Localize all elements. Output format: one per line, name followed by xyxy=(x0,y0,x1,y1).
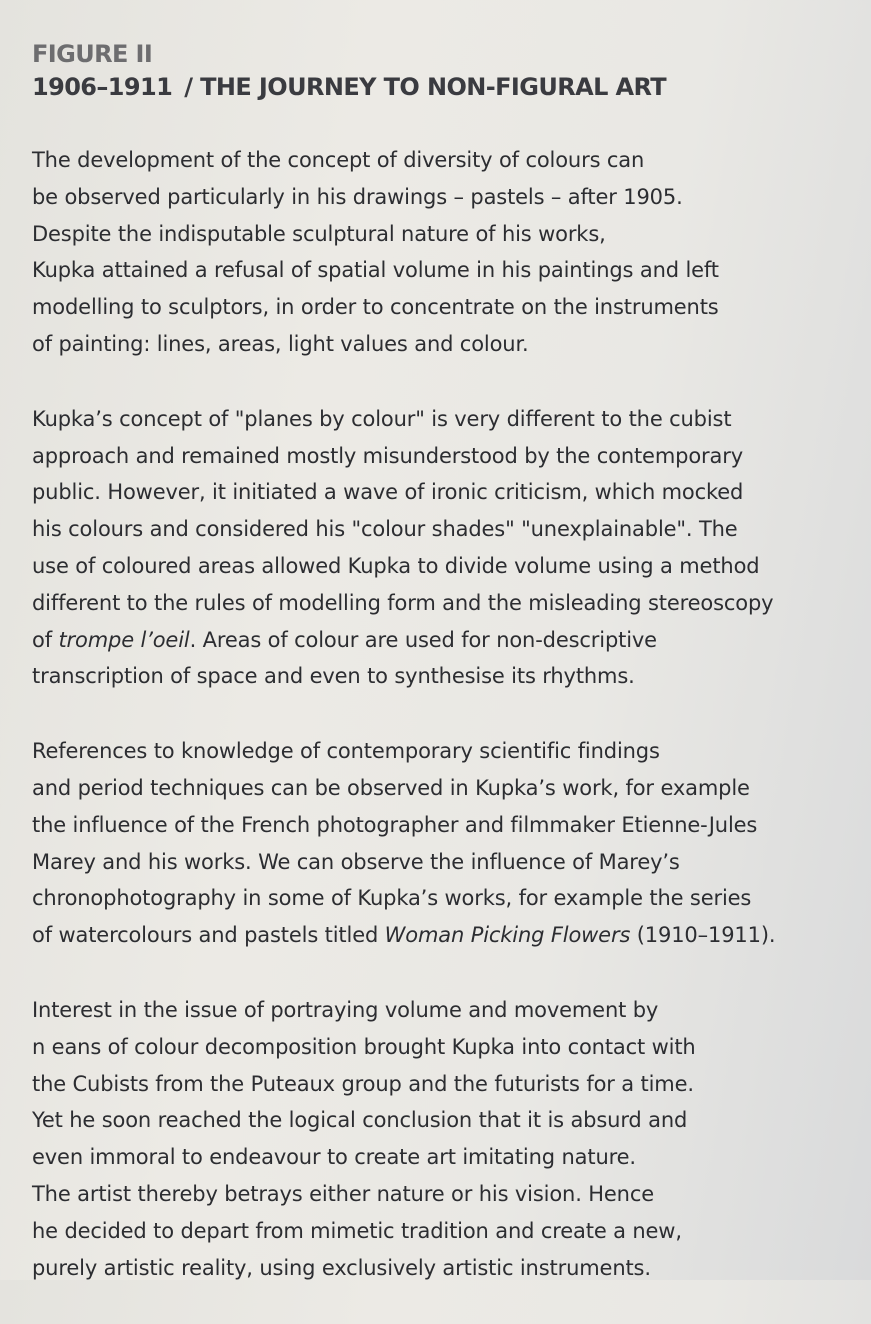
wall-text-panel xyxy=(32,38,851,1324)
text-line: use of coloured areas allowed Kupka to divide volume using a method xyxy=(32,553,760,578)
text-line: he decided to depart from mimetic tradition and create a new, xyxy=(32,1218,682,1243)
text-line: Kupka’s concept of "planes by colour" is very different to the cubist xyxy=(32,406,732,431)
paragraph-3 xyxy=(32,733,851,954)
text-line: purely artistic reality, using exclusively artistic instruments. xyxy=(32,1255,651,1280)
text-line: be observed particularly in his drawings – pastels – after 1905. xyxy=(32,184,683,209)
paragraph-1 xyxy=(32,142,851,363)
text-fragment: of watercolours and pastels titled xyxy=(32,923,385,948)
text-line xyxy=(32,622,851,659)
text-fragment: . Areas of colour are used for non-descriptive xyxy=(189,627,657,652)
text-line: Kupka attained a refusal of spatial volume in his paintings and left xyxy=(32,258,719,283)
text-line: Despite the indisputable sculptural nature of his works, xyxy=(32,221,606,246)
text-line: approach and remained mostly misunderstood by the contemporary xyxy=(32,443,743,468)
text-line: of painting: lines, areas, light values and colour. xyxy=(32,331,529,356)
text-line: even immoral to endeavour to create art imitating nature. xyxy=(32,1145,636,1170)
text-line: n eans of colour decomposition brought Kupka into contact with xyxy=(32,1034,696,1059)
body-text xyxy=(32,142,851,1286)
italic-title: Woman Picking Flowers xyxy=(384,923,631,948)
text-line: the influence of the French photographer and filmmaker Etienne-Jules xyxy=(32,812,758,837)
text-line: the Cubists from the Puteaux group and the futurists for a time. xyxy=(32,1071,694,1096)
italic-title: trompe l’oeil xyxy=(58,627,190,652)
text-line xyxy=(32,917,851,954)
year-range: 1906–1911 xyxy=(32,73,173,101)
text-line: transcription of space and even to synthesise its rhythms. xyxy=(32,664,635,689)
paragraph-2 xyxy=(32,401,851,695)
section-heading xyxy=(32,71,851,104)
text-line: Interest in the issue of portraying volume and movement by xyxy=(32,997,659,1022)
section-title: / THE JOURNEY TO NON-FIGURAL ART xyxy=(184,73,667,101)
text-line: and period techniques can be observed in Kupka’s work, for example xyxy=(32,775,750,800)
text-fragment: of xyxy=(32,627,59,652)
text-line: Marey and his works. We can observe the influence of Marey’s xyxy=(32,849,680,874)
text-line: References to knowledge of contemporary scientific findings xyxy=(32,739,660,764)
text-line: The artist thereby betrays either nature or his vision. Hence xyxy=(32,1181,654,1206)
text-fragment: (1910–1911). xyxy=(630,923,776,948)
text-line: different to the rules of modelling form and the misleading stereoscopy xyxy=(32,590,774,615)
text-line: The development of the concept of diversity of colours can xyxy=(32,148,645,172)
text-line: chronophotography in some of Kupka’s works, for example the series xyxy=(32,886,752,911)
paragraph-4 xyxy=(32,992,851,1286)
figure-label: FIGURE II xyxy=(32,40,153,68)
text-line: Yet he soon reached the logical conclusion that it is absurd and xyxy=(32,1108,688,1133)
text-line: his colours and considered his "colour shades" "unexplainable". The xyxy=(32,517,738,542)
text-line: modelling to sculptors, in order to concentrate on the instruments xyxy=(32,295,719,320)
text-line: public. However, it initiated a wave of ironic criticism, which mocked xyxy=(32,480,744,505)
